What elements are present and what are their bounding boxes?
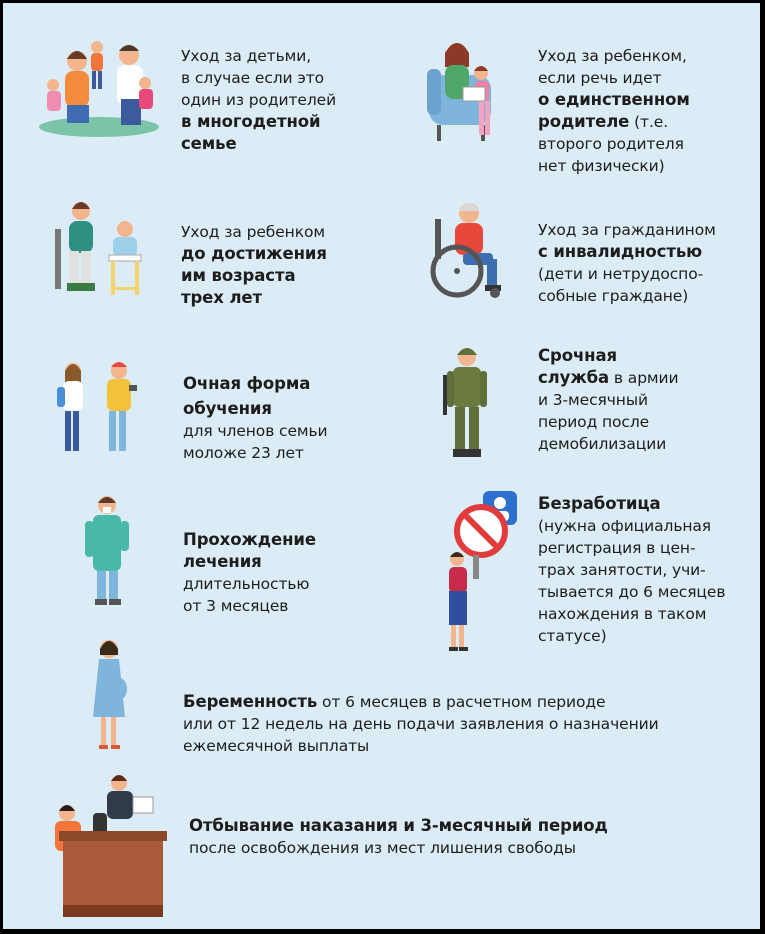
line: в многодетной <box>181 112 321 131</box>
infographic <box>3 3 760 929</box>
line: если речь идет <box>538 69 662 87</box>
line: Уход за ребенком <box>181 223 325 241</box>
feeding-baby-illustration <box>47 199 147 299</box>
line: длительностью <box>183 575 310 593</box>
line: нет физически) <box>538 157 665 175</box>
line: статусе) <box>538 627 607 645</box>
line: регистрация в цен- <box>538 539 696 557</box>
line: для членов семьи <box>183 422 328 440</box>
line: (дети и нетрудоспо- <box>538 265 704 283</box>
line: Очная форма <box>183 374 311 393</box>
line: собные граждане) <box>538 287 689 305</box>
text-unemployment <box>538 493 725 647</box>
students-illustration <box>53 357 143 467</box>
line: Беременность от 6 месяцев в расчетном периоде <box>183 692 606 711</box>
line: до достижения <box>181 244 327 263</box>
doctor-illustration <box>79 493 139 611</box>
line: служба в армии <box>538 368 679 387</box>
line: трех лет <box>181 288 262 307</box>
line: о единственном <box>538 90 690 109</box>
line: трах занятости, учи- <box>538 561 706 579</box>
text-medical-treatment <box>183 529 316 617</box>
line: от 3 месяцев <box>183 597 289 615</box>
line: период после <box>538 413 650 431</box>
line: Безработица <box>538 494 661 513</box>
line: демобилизации <box>538 435 667 453</box>
line: Уход за детьми, <box>181 47 312 65</box>
line: моложе 23 лет <box>183 444 304 462</box>
text-disabled-care <box>538 219 716 307</box>
line: ежемесячной выплаты <box>183 737 370 755</box>
line: лечения <box>183 552 262 571</box>
line: нахождения в таком <box>538 605 707 623</box>
line: Уход за гражданином <box>538 221 716 239</box>
line: Срочная <box>538 346 618 365</box>
line: один из родителей <box>181 91 337 109</box>
line: тывается до 6 месяцев <box>538 583 726 601</box>
unemployment-illustration <box>437 491 533 663</box>
line: им возраста <box>181 266 296 285</box>
text-single-parent <box>538 45 690 177</box>
line: Прохождение <box>183 530 316 549</box>
line: второго родителя <box>538 135 684 153</box>
line: родителе (т.е. <box>538 112 669 131</box>
line: или от 12 недель на день подачи заявления о назначении <box>183 715 659 733</box>
line: после освобождения из мест лишения свободы <box>189 839 576 857</box>
text-imprisonment <box>189 815 608 859</box>
courtroom-illustration <box>47 773 167 921</box>
family-children-illustration <box>37 39 162 139</box>
line: обучения <box>183 399 272 418</box>
text-child-under-three <box>181 221 327 309</box>
text-military-service <box>538 345 678 455</box>
line: семье <box>181 134 237 153</box>
text-children-care <box>181 45 336 155</box>
line: (нужна официальная <box>538 517 712 535</box>
soldier-illustration <box>439 345 495 463</box>
pregnant-woman-illustration <box>87 637 137 755</box>
single-parent-illustration <box>423 39 513 145</box>
line: Уход за ребенком, <box>538 47 687 65</box>
line: с инвалидностью <box>538 242 703 261</box>
line: и 3-месячный <box>538 391 648 409</box>
text-pregnancy <box>183 691 659 757</box>
line: в случае если это <box>181 69 325 87</box>
text-full-time-study <box>183 373 328 464</box>
wheelchair-illustration <box>427 199 513 299</box>
line: Отбывание наказания и 3-месячный период <box>189 816 608 835</box>
